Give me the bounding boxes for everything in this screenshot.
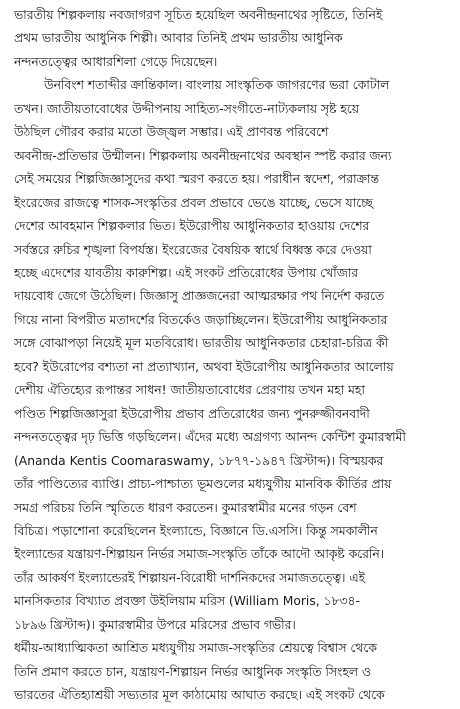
text-line: ১৮৯৬ খ্রিস্টাব্দ)। কুমারস্বামীর উপরে মরিসের প্রভাব গভীর। (14, 617, 296, 632)
text-line: দেশীয় ঐতিহ্যের রূপান্তর সাধন! জাতীয়তাবোধের প্রেরণায় তখন মহা মহা (14, 383, 365, 398)
text-line: নন্দনতত্ত্বের আধারশিলা গেড়ে দিয়েছেন। (14, 54, 218, 69)
text-line: তখন। জাতীয়তাবোধের উদ্দীপনায় সাহিত্য-সংগীতে-নাট্যকলায় সৃষ্ট হয়ে (14, 101, 359, 116)
text-line: ভারতীয় শিল্পকলায় নবজাগরণ সূচিত হয়েছিল অবনীন্দ্রনাথের সৃষ্টিতে, তিনিই (14, 8, 383, 22)
text-line: প্রথম ভারতীয় আধুনিক শিল্পী। আবার তিনিই প্রথম ভারতীয় আধুনিক (14, 31, 343, 46)
text-line: সমগ্র পরিচয় তিনি স্মৃতিতে ধারণ করতেন। কুমারস্বামীর মনের গড়ন বেশ (14, 500, 357, 515)
text-line: দায়বোধ জেগে উঠেছিল। জিজ্ঞাসু প্রাজ্ঞজনেরা আত্মরক্ষার পথ নির্দেশ করতে (14, 289, 385, 304)
text-line: উঠছিল গৌরব করার মতো উজ্জ্বল সম্ভার। এই প্রাণবন্ত পরিবেশে (14, 125, 329, 140)
text-line: অবনীন্দ্র-প্রতিভার উন্মীলন। শিল্পকলায় অবনীন্দ্রনাথের অবস্থান স্পষ্ট করার জন্য (14, 148, 392, 163)
paragraph-1 (14, 4, 450, 74)
text-line: নন্দনতত্ত্বের দৃঢ় ভিত্তি গড়ছিলেন। এঁদের মধ্যে অগ্রগণ্য আনন্দ কেন্টিশ কুমারস্বামী (14, 430, 406, 445)
text-line: উনবিংশ শতাব্দীর ক্রান্তিকাল। বাংলায় সাংস্কৃতিক জাগরণের ভরা কোটাল (44, 78, 390, 93)
text-line: বিচিত্র। পড়াশোনা করেছিলেন ইংল্যান্ডে, বিজ্ঞানে ডি.এসসি। কিন্তু সমকালীন (14, 523, 378, 538)
text-line: গিয়ে নানা বিপরীত মতাদর্শের বিতর্কেও জড়াচ্ছিলেন। ইউরোপীয় আধুনিকতার (14, 312, 388, 327)
text-line: ভারতের ঐতিহ্যাশ্রয়ী সভ্যতার মূল কাঠামোয় আঘাত করছে। এই সংকট থেকে (14, 688, 385, 703)
text-line: (Ananda Kentis Coomaraswamy, ১৮৭৭-১৯৪৭ খ্রিস্টাব্দ)। বিস্ময়কর (14, 453, 384, 468)
text-line: তাঁর পাণ্ডিত্যের ব্যাপ্তি। প্রাচ্য-পাশ্চাত্য ভূমণ্ডলের মধ্যযুগীয় মানবিক কীর্তির প্রায় (14, 477, 392, 492)
text-line: হচ্ছে এদেশের যাবতীয় কারুশিল্প। এই সংকট প্রতিরোধের উপায় খোঁজার (14, 265, 359, 280)
text-line: পণ্ডিত শিল্পজিজ্ঞাসুরা ইউরোপীয় প্রভাব প্রতিরোধের জন্য পুনরুজ্জীবনবাদী (14, 406, 370, 421)
text-line: হবে? ইউরোপের বশ্যতা না প্রত্যাখ্যান, অথবা ইউরোপীয় আধুনিকতার আলোয় (14, 359, 394, 374)
text-line: দেশের আবহমান শিল্পকলার ভিত। ইউরোপীয় আধুনিকতার হাওয়ায় দেশের (14, 219, 370, 234)
text-line: তাঁর আকর্ষণ ইংল্যান্ডেরই শিল্পায়ন-বিরোধী দার্শনিকদের সমাজতত্ত্বে। এই (14, 570, 366, 585)
paragraph-2 (14, 74, 450, 707)
text-line: ইংরেজের রাজত্বে শাসক-সংস্কৃতির প্রবল প্রভাবে ভেঙে যাচ্ছে, ভেসে যাচ্ছে (14, 195, 373, 210)
text-line: ধর্মীয়-আধ্যাত্মিকতা আশ্রিত মধ্যযুগীয় সমাজ-সংস্কৃতির শ্রেয়ত্বে বিশ্বাস থেকে (14, 641, 377, 656)
text-line: সেই সময়ের শিল্পজিজ্ঞাসুদের কথা স্মরণ করতে হয়। পরাধীন স্বদেশ, পরাক্রান্ত (14, 172, 379, 187)
text-line: সঙ্গে বোঝাপড়া নিয়েই মূল মতবিরোধ। ভারতীয় আধুনিকতার চেহারা-চরিত্র কী (14, 336, 389, 351)
text-line: তিনি প্রমাণ করতে চান, যন্ত্রায়ণ-শিল্পায়ন নির্ভর আধুনিক সংস্কৃতি সিংহল ও (14, 664, 371, 679)
text-line: ইংল্যান্ডের যন্ত্রায়ণ-শিল্পায়ন নির্ভর সমাজ-সংস্কৃতি তাঁকে আদৌ আকৃষ্ট করেনি। (14, 547, 385, 562)
text-line: সর্বস্তরে রুচির শৃঙ্খলা বিপর্যস্ত। ইংরেজের বৈষয়িক স্বার্থে বিধ্বস্ত করে দেওয়া (14, 242, 372, 257)
text-line: মানসিকতার বিখ্যাত প্রবক্তা উইলিয়াম মরিস (William Moris, ১৮৩৪- (14, 594, 360, 609)
